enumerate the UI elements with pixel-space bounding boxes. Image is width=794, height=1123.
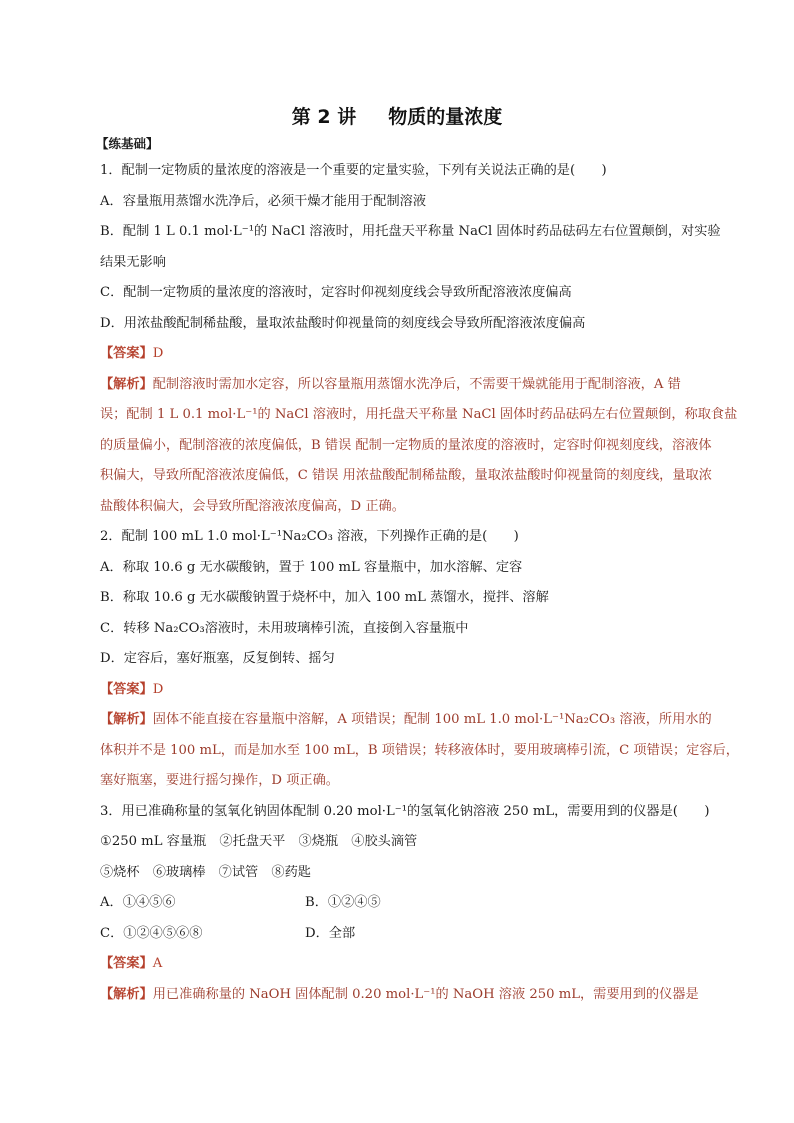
- q2-answer: [100, 675, 720, 706]
- q3-explanation-1: 【解析】用已准确称量的 NaOH 固体配制 0.20 mol·L⁻¹的 NaOH 溶液 250 mL，需要用到的仪器是: [100, 986, 699, 1002]
- q1-explanation-5: 盐酸体积偏大，会导致所配溶液浓度偏高，D 正确。: [100, 498, 405, 514]
- q1-explanation-2: 误；配制 1 L 0.1 mol·L⁻¹的 NaCl 溶液时，用托盘天平称量 NaCl 固体时药品砝码左右位置颠倒，称取食盐: [100, 407, 738, 422]
- q2-explanation-1: 【解析】固体不能直接在容量瓶中溶解，A 项错误；配制 100 mL 1.0 mol·L⁻¹Na₂CO₃ 溶液，所用水的: [100, 712, 712, 727]
- q1-answer: [100, 339, 720, 370]
- q3-option-a: A．①④⑤⑥: [100, 895, 176, 910]
- q3-option-b: B．①②④⑤: [305, 895, 381, 910]
- q3-items-1: ①250 mL 容量瓶 ②托盘天平 ③烧瓶 ④胶头滴管: [100, 834, 418, 849]
- q1-explanation-3: 的质量偏小，配制溶液的浓度偏低，B 错误 配制一定物质的量浓度的溶液时，定容时仰视刻度线，溶液体: [100, 437, 712, 453]
- q1-explanation-4: 积偏大，导致所配溶液浓度偏低，C 错误 用浓盐酸配制稀盐酸，量取浓盐酸时仰视量筒的刻度线，量取浓: [100, 468, 712, 483]
- explanation-tag: 【解析】: [100, 986, 153, 1002]
- q2-option-b: B．称取 10.6 g 无水碳酸钠置于烧杯中，加入 100 mL 蒸馏水，搅拌、溶解: [100, 590, 549, 605]
- answer-value: D: [152, 681, 164, 697]
- q1-option-d: D．用浓盐酸配制稀盐酸，量取浓盐酸时仰视量筒的刻度线会导致所配溶液浓度偏高: [100, 315, 586, 331]
- q3-stem: 3．用已准确称量的氢氧化钠固体配制 0.20 mol·L⁻¹的氢氧化钠溶液 250 mL，需要用到的仪器是( ): [100, 803, 710, 819]
- answer-tag: 【答案】: [100, 681, 153, 697]
- answer-value: D: [152, 346, 164, 361]
- document-body: [96, 132, 739, 1010]
- answer-tag: 【答案】: [100, 346, 153, 361]
- lecture-topic: 物质的量浓度: [388, 106, 503, 128]
- section-heading: 【练基础】: [96, 136, 159, 151]
- lecture-number: 第 2 讲: [291, 106, 357, 128]
- q1-option-a: A．容量瓶用蒸馏水洗净后，必须干燥才能用于配制溶液: [100, 193, 427, 209]
- q1-explanation-1: 【解析】配制溶液时需加水定容，所以容量瓶用蒸馏水洗净后，不需要干燥就能用于配制溶液，A 错: [100, 376, 681, 392]
- q2-explanation-3: 塞好瓶塞，要进行摇匀操作，D 项正确。: [100, 773, 339, 788]
- explanation-tag: 【解析】: [100, 712, 153, 727]
- q2-option-d: D．定容后，塞好瓶塞，反复倒转、摇匀: [100, 651, 335, 666]
- q2-option-c: C．转移 Na₂CO₃溶液时，未用玻璃棒引流，直接倒入容量瓶中: [100, 620, 469, 636]
- q2-option-a: A．称取 10.6 g 无水碳酸钠，置于 100 mL 容量瓶中，加水溶解、定容: [100, 559, 523, 575]
- q3-option-d: D．全部: [305, 925, 356, 941]
- q3-answer: [100, 949, 720, 980]
- q1-option-c: C．配制一定物质的量浓度的溶液时，定容时仰视刻度线会导致所配溶液浓度偏高: [100, 285, 572, 300]
- answer-tag: 【答案】: [100, 956, 153, 971]
- q1-option-b-cont: 结果无影响: [100, 254, 166, 270]
- answer-value: A: [152, 956, 163, 971]
- q2-stem: 2．配制 100 mL 1.0 mol·L⁻¹Na₂CO₃ 溶液，下列操作正确的是( ): [100, 529, 519, 544]
- q3-option-c: C．①②④⑤⑥⑧: [100, 925, 203, 941]
- q1-stem: 1．配制一定物质的量浓度的溶液是一个重要的定量实验，下列有关说法正确的是( ): [100, 163, 607, 178]
- explanation-tag: 【解析】: [100, 376, 153, 392]
- q1-option-b: B．配制 1 L 0.1 mol·L⁻¹的 NaCl 溶液时，用托盘天平称量 NaCl 固体时药品砝码左右位置颠倒，对实验: [100, 224, 721, 239]
- page-title: [0, 102, 794, 129]
- q3-options-ab: [100, 888, 720, 919]
- q3-items-2: ⑤烧杯 ⑥玻璃棒 ⑦试管 ⑧药匙: [100, 864, 311, 880]
- q3-options-cd: [100, 919, 720, 950]
- q2-explanation-2: 体积并不是 100 mL，而是加水至 100 mL，B 项错误；转移液体时，要用玻璃棒引流，C 项错误；定容后，: [100, 742, 739, 758]
